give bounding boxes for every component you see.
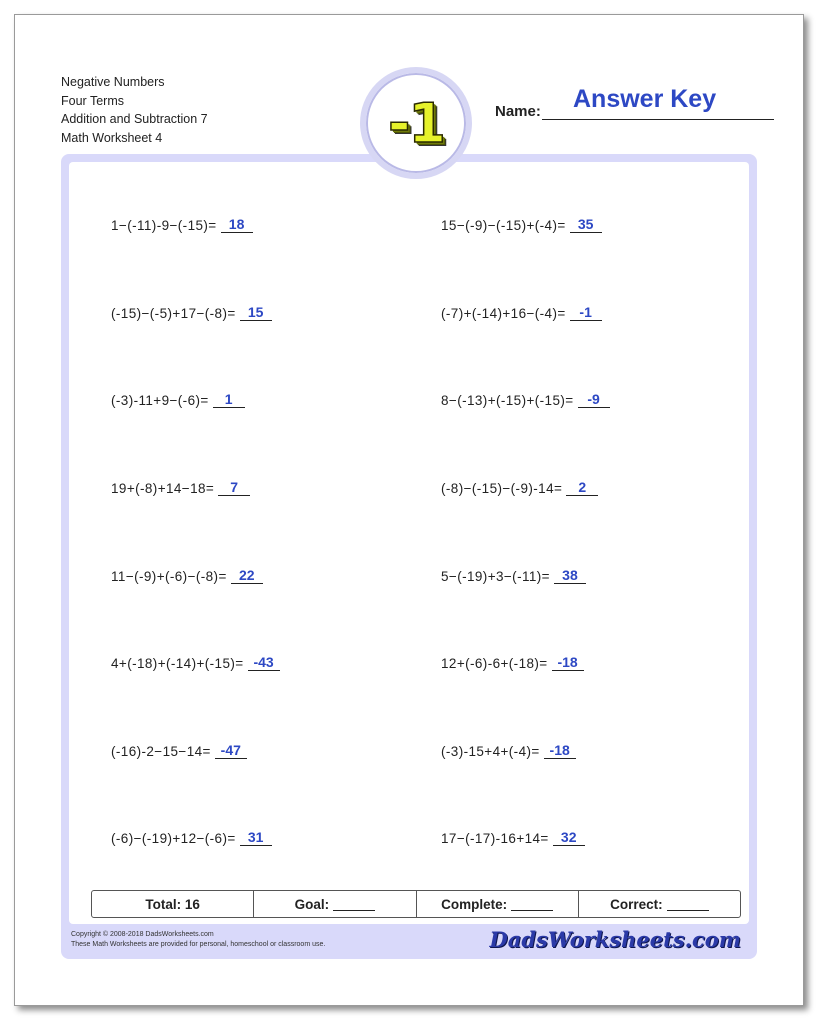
problem-answer: 22 [231, 567, 263, 584]
problem-answer: 18 [221, 216, 253, 233]
problem-expression: (-3)-11+9−(-6)= [111, 393, 209, 408]
worksheet-frame [61, 154, 757, 959]
logo-text: -1 [388, 91, 444, 155]
problem-answer: -9 [578, 391, 610, 408]
problem-expression: 12+(-6)-6+(-18)= [441, 656, 548, 671]
worksheet-number: Math Worksheet 4 [61, 130, 163, 145]
problem-answer: -47 [215, 742, 247, 759]
problem-expression: (-8)−(-15)−(-9)-14= [441, 481, 563, 496]
problem-1 [111, 216, 253, 233]
problem-12 [441, 654, 584, 671]
problems-area [69, 162, 749, 924]
goal-cell [254, 891, 416, 917]
problem-answer: 32 [553, 829, 585, 846]
goal-label: Goal: [294, 896, 330, 912]
problem-9 [111, 567, 263, 584]
total-label: Total: 16 [145, 896, 200, 912]
worksheet-operation: Addition and Subtraction 7 [61, 112, 208, 126]
problem-answer: -1 [570, 304, 602, 321]
problem-expression: (-3)-15+4+(-4)= [441, 744, 540, 759]
goal-blank [333, 898, 375, 911]
problem-expression: (-16)-2−15−14= [111, 744, 211, 759]
problem-expression: (-6)−(-19)+12−(-6)= [111, 831, 236, 846]
problem-expression: 19+(-8)+14−18= [111, 481, 215, 496]
problem-16 [441, 829, 585, 846]
problem-answer: 1 [213, 391, 245, 408]
problem-expression: 1−(-11)-9−(-15)= [111, 218, 217, 233]
problem-14 [441, 742, 576, 759]
problem-expression: 4+(-18)+(-14)+(-15)= [111, 656, 244, 671]
problem-15 [111, 829, 272, 846]
worksheet-page [14, 14, 804, 1006]
correct-cell [579, 891, 740, 917]
problem-answer: 38 [554, 567, 586, 584]
problem-5 [111, 391, 245, 408]
problem-10 [441, 567, 586, 584]
usage-line: These Math Worksheets are provided for personal, homeschool or classroom use. [71, 941, 326, 948]
problem-expression: 17−(-17)-16+14= [441, 831, 549, 846]
negative-one-logo [360, 67, 472, 179]
worksheet-info [61, 73, 208, 147]
problem-7 [111, 479, 250, 496]
problem-2 [441, 216, 602, 233]
problem-answer: 15 [240, 304, 272, 321]
name-line [542, 119, 774, 120]
problem-6 [441, 391, 610, 408]
correct-label: Correct: [610, 896, 663, 912]
complete-label: Complete: [441, 896, 508, 912]
problem-expression: (-7)+(-14)+16−(-4)= [441, 306, 566, 321]
correct-blank [667, 898, 709, 911]
problem-4 [441, 304, 602, 321]
copyright-notice [71, 930, 325, 950]
copyright-line: Copyright © 2008-2018 DadsWorksheets.com [71, 931, 214, 938]
problem-answer: -18 [544, 742, 576, 759]
score-box [91, 890, 741, 918]
answer-key-title: Answer Key [573, 85, 717, 113]
problem-expression: 8−(-13)+(-15)+(-15)= [441, 393, 574, 408]
worksheet-topic: Negative Numbers [61, 75, 165, 89]
problem-expression: 5−(-19)+3−(-11)= [441, 569, 550, 584]
dadsworksheets-logo: DadsWorksheets.com [489, 927, 741, 952]
problem-13 [111, 742, 247, 759]
problem-3 [111, 304, 272, 321]
problem-answer: 7 [218, 479, 250, 496]
problem-answer: 31 [240, 829, 272, 846]
problem-expression: 15−(-9)−(-15)+(-4)= [441, 218, 566, 233]
complete-blank [511, 898, 553, 911]
problem-8 [441, 479, 598, 496]
problem-answer: 35 [570, 216, 602, 233]
total-cell [92, 891, 254, 917]
complete-cell [417, 891, 579, 917]
problem-11 [111, 654, 280, 671]
problem-answer: 2 [566, 479, 598, 496]
problem-answer: -43 [248, 654, 280, 671]
worksheet-subtopic: Four Terms [61, 93, 124, 108]
problem-answer: -18 [552, 654, 584, 671]
name-label: Name: [495, 103, 541, 120]
problem-expression: (-15)−(-5)+17−(-8)= [111, 306, 236, 321]
problem-expression: 11−(-9)+(-6)−(-8)= [111, 569, 227, 584]
